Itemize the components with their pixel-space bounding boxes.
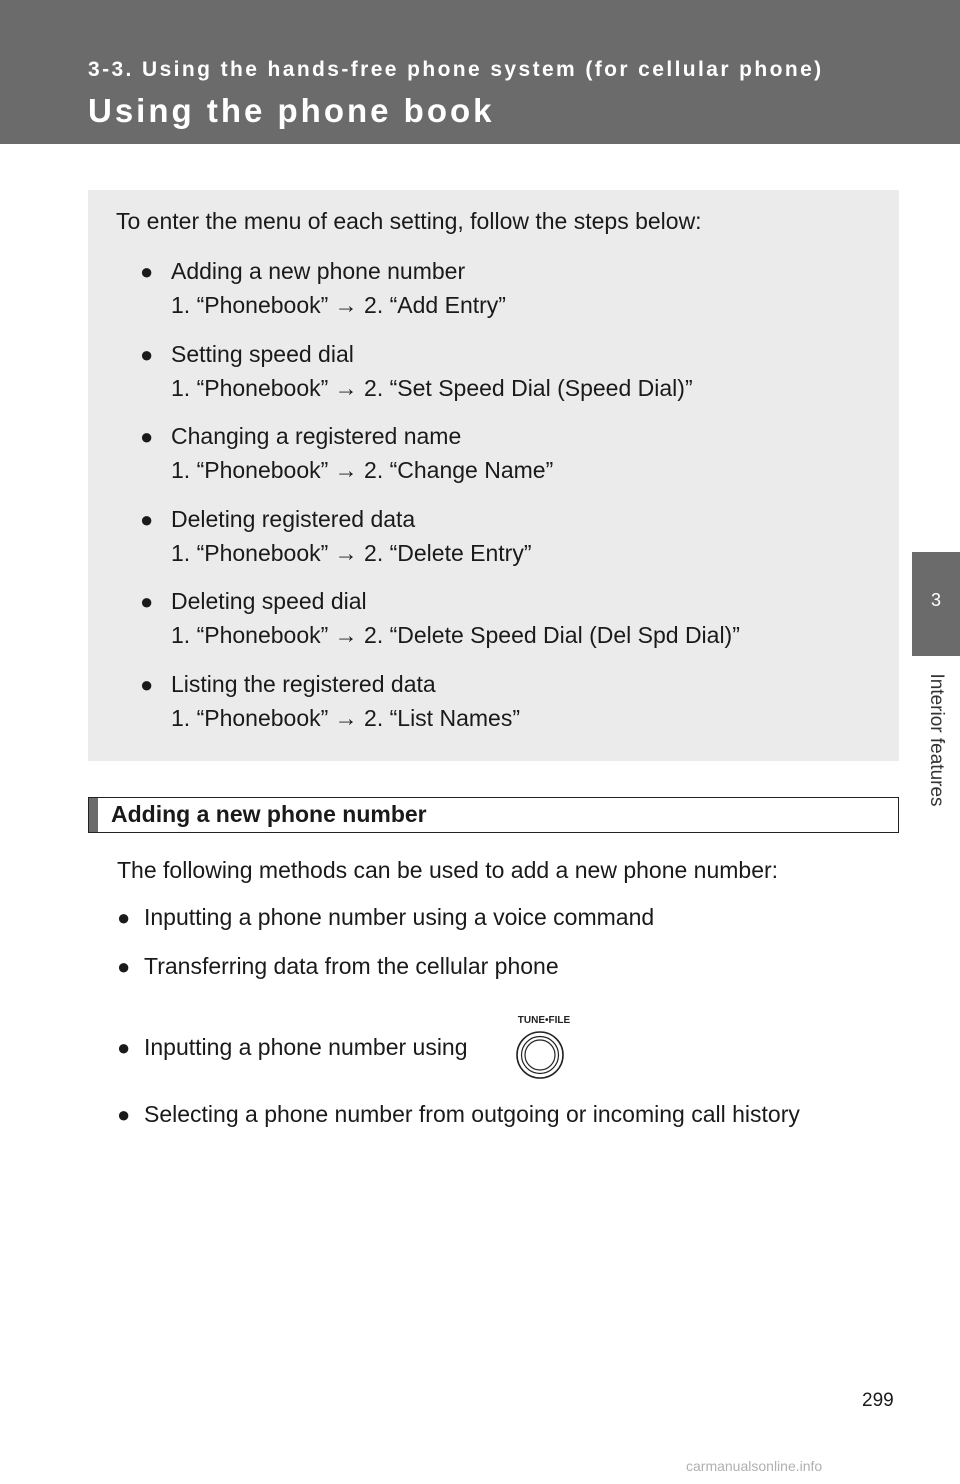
methods-intro: The following methods can be used to add a new phone number: — [117, 857, 779, 883]
method-text: Inputting a phone number using — [144, 1034, 468, 1060]
bullet-icon: ● — [140, 259, 154, 284]
info-item-list-names — [140, 667, 740, 750]
info-item-steps: 1. “Phonebook” → 2. “Delete Entry” — [171, 539, 532, 566]
info-item-steps: 1. “Phonebook” → 2. “List Names” — [171, 704, 520, 731]
section-title: 3-3. Using the hands-free phone system (for cellular phone) — [88, 58, 824, 81]
info-item-label: Deleting registered data — [171, 505, 416, 532]
page-title: Using the phone book — [88, 92, 495, 129]
chapter-label: Interior features — [926, 673, 947, 807]
chapter-number: 3 — [930, 590, 941, 610]
bullet-icon: ● — [117, 1102, 131, 1127]
info-item-delete-speed-dial — [140, 584, 740, 667]
info-item-steps: 1. “Phonebook” → 2. “Change Name” — [171, 457, 554, 483]
knob-label: TUNE•FILE — [517, 1015, 571, 1026]
info-item-label: Deleting speed dial — [171, 588, 367, 614]
bullet-icon: ● — [117, 954, 131, 979]
info-item-change-name — [140, 419, 740, 502]
page-header — [0, 0, 960, 144]
info-item-steps: 1. “Phonebook” → 2. “Delete Speed Dial (Del Spd Dial)” — [171, 622, 740, 648]
bullet-icon: ● — [117, 905, 131, 930]
bullet-icon: ● — [117, 1035, 131, 1060]
method-text: Transferring data from the cellular phone — [144, 953, 559, 979]
subsection-heading — [88, 797, 899, 833]
info-item-label: Listing the registered data — [171, 670, 436, 697]
info-item-steps: 1. “Phonebook” → 2. “Add Entry” — [171, 292, 506, 318]
method-item-voice — [117, 904, 654, 931]
info-item-label: Changing a registered name — [171, 423, 462, 449]
info-item-add-entry — [140, 254, 740, 337]
method-item-transfer — [117, 953, 559, 980]
bullet-icon: ● — [140, 671, 154, 697]
info-item-delete-entry — [140, 502, 740, 585]
info-item-label: Adding a new phone number — [171, 258, 466, 284]
method-text: Selecting a phone number from outgoing or incoming call history — [144, 1101, 800, 1127]
subsection-heading-text: Adding a new phone number — [111, 801, 427, 827]
bullet-icon: ● — [140, 424, 154, 449]
method-item-history — [117, 1101, 800, 1128]
info-box-list — [140, 254, 740, 749]
tune-file-knob-icon — [508, 1012, 574, 1084]
chapter-tab — [912, 552, 960, 656]
bullet-icon: ● — [140, 506, 154, 532]
method-text: Inputting a phone number using a voice command — [144, 904, 655, 930]
heading-bar — [89, 798, 98, 832]
watermark: carmanualsonline.info — [686, 1458, 823, 1474]
method-item-knob — [117, 1034, 468, 1061]
page-number: 299 — [862, 1390, 894, 1411]
info-item-label: Setting speed dial — [171, 340, 354, 367]
bullet-icon: ● — [140, 341, 154, 367]
bullet-icon: ● — [140, 589, 154, 614]
info-box — [88, 190, 899, 761]
info-item-speed-dial — [140, 337, 740, 420]
info-box-intro: To enter the menu of each setting, follow the steps below: — [116, 208, 702, 234]
info-item-steps: 1. “Phonebook” → 2. “Set Speed Dial (Speed Dial)” — [171, 374, 693, 401]
